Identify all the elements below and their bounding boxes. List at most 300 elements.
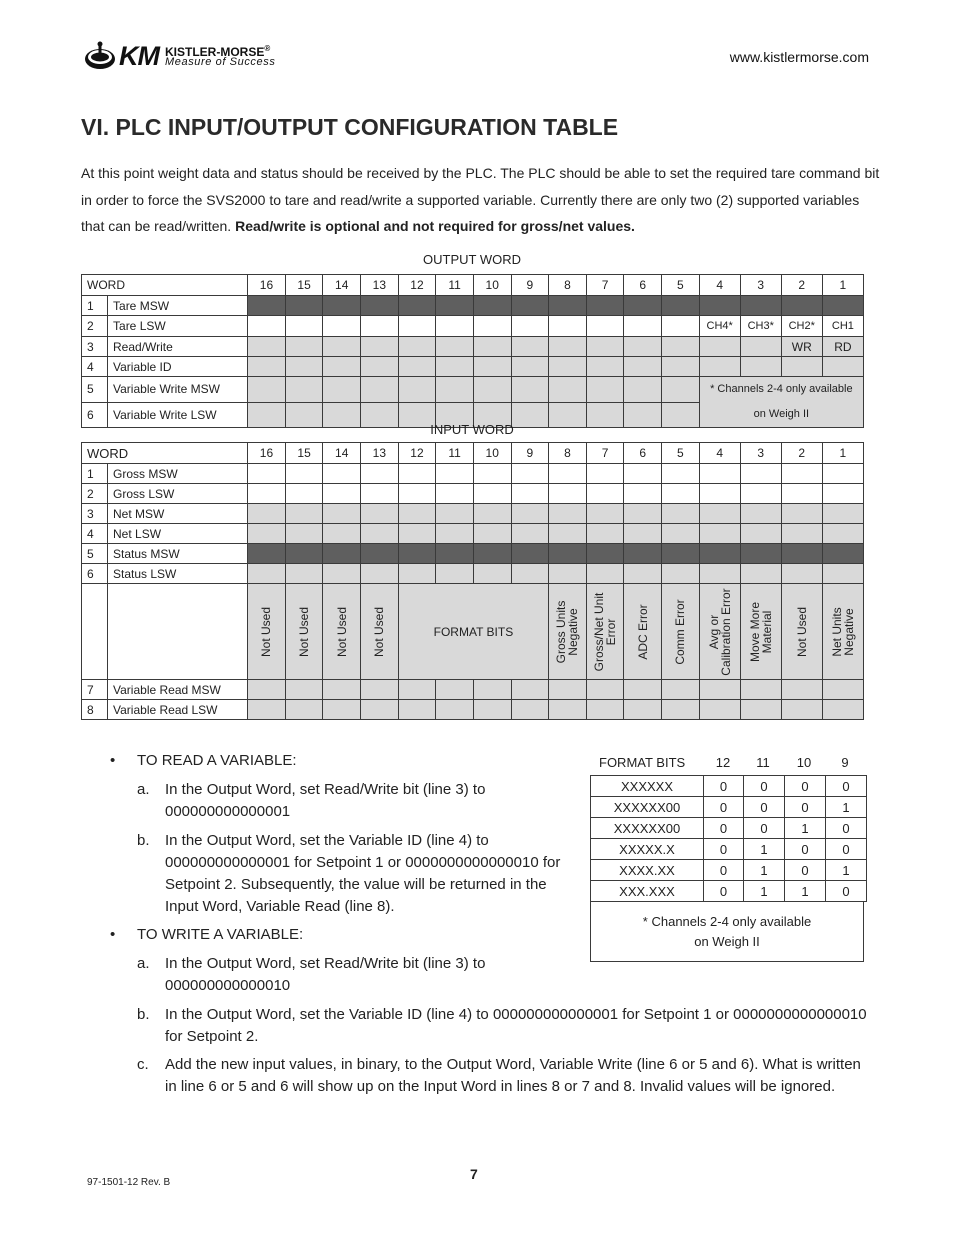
table-row xyxy=(591,839,867,860)
table-cell xyxy=(398,524,436,544)
write-heading: TO WRITE A VARIABLE: xyxy=(137,926,304,943)
table-cell xyxy=(436,464,474,484)
table-cell xyxy=(285,296,323,316)
table-cell xyxy=(699,296,740,316)
table-cell xyxy=(511,357,549,377)
table-cell: 7 xyxy=(82,680,108,700)
table-cell xyxy=(108,584,248,680)
table-cell xyxy=(699,680,740,700)
table-cell xyxy=(398,464,436,484)
table-cell xyxy=(511,544,549,564)
table-cell: Read/Write xyxy=(108,337,248,357)
table-cell: 1 xyxy=(785,818,826,839)
table-cell xyxy=(285,357,323,377)
table-cell xyxy=(822,296,863,316)
table-cell xyxy=(323,544,361,564)
table-cell xyxy=(511,337,549,357)
table-cell xyxy=(781,296,822,316)
table-cell xyxy=(624,564,662,584)
table-cell: XXXXXX xyxy=(591,776,704,797)
table-cell: Comm Error xyxy=(662,584,700,680)
table-cell xyxy=(248,464,286,484)
table-cell: Variable Write LSW xyxy=(108,402,248,428)
table-cell xyxy=(699,544,740,564)
status-bits-row xyxy=(82,584,864,680)
table-cell: 0 xyxy=(704,797,744,818)
table-cell xyxy=(361,680,399,700)
table-cell: 0 xyxy=(826,881,867,902)
table-cell: 4 xyxy=(82,357,108,377)
table-cell xyxy=(662,564,700,584)
table-cell xyxy=(248,357,286,377)
table-cell xyxy=(624,316,662,337)
site-url[interactable]: www.kistlermorse.com xyxy=(729,49,869,65)
table-cell: ADC Error xyxy=(624,584,662,680)
table-cell: 7 xyxy=(586,275,624,296)
table-cell xyxy=(323,524,361,544)
table-cell: 3 xyxy=(740,275,781,296)
table-cell xyxy=(248,316,286,337)
write-c-marker: c. xyxy=(137,1056,149,1073)
table-cell xyxy=(586,564,624,584)
read-step-b: In the Output Word, set the Variable ID (line 4) to 000000000000001 for Setpoint 1 or 0000000000000010 for Setpoint 2. Subsequently, the value will be returned in the Input Word, Variable Read (line 8). xyxy=(165,832,561,915)
table-row xyxy=(82,680,864,700)
table-cell xyxy=(699,524,740,544)
table-cell: Variable Read LSW xyxy=(108,700,248,720)
table-cell xyxy=(549,700,587,720)
table-row xyxy=(82,296,864,316)
format-bits-note: * Channels 2-4 only available on Weigh II xyxy=(590,902,864,962)
format-bits-header: FORMAT BITS xyxy=(599,755,686,770)
table-cell: 15 xyxy=(285,443,323,464)
format-bits-table xyxy=(590,775,867,902)
format-col-header: 11 xyxy=(756,755,770,770)
page-title: VI. PLC INPUT/OUTPUT CONFIGURATION TABLE xyxy=(81,114,619,140)
table-cell: 2 xyxy=(781,275,822,296)
table-row xyxy=(82,524,864,544)
table-cell xyxy=(361,700,399,720)
table-cell xyxy=(740,357,781,377)
table-cell: 0 xyxy=(704,818,744,839)
table-cell xyxy=(624,700,662,720)
table-cell: 12 xyxy=(398,275,436,296)
table-cell: Move More Material xyxy=(740,584,781,680)
table-cell xyxy=(822,504,863,524)
word-label: WORD xyxy=(82,443,248,464)
write-b-marker: b. xyxy=(137,1006,150,1023)
table-cell xyxy=(740,544,781,564)
table-cell: Not Used xyxy=(248,584,286,680)
logo-tagline: Measure of Success xyxy=(165,56,276,68)
format-col-header: 9 xyxy=(841,755,849,770)
table-cell xyxy=(624,484,662,504)
table-row xyxy=(591,860,867,881)
table-cell xyxy=(549,377,587,403)
table-row xyxy=(82,357,864,377)
table-cell: 0 xyxy=(785,776,826,797)
table-cell xyxy=(473,544,511,564)
table-row xyxy=(82,377,864,403)
table-row xyxy=(82,316,864,337)
table-cell: 4 xyxy=(699,443,740,464)
table-cell: Avg or Calibration Error xyxy=(699,584,740,680)
table-cell: 10 xyxy=(473,275,511,296)
table-cell: 4 xyxy=(82,524,108,544)
table-cell: Not Used xyxy=(781,584,822,680)
table-cell xyxy=(285,700,323,720)
table-cell xyxy=(586,464,624,484)
table-cell: 6 xyxy=(82,564,108,584)
table-cell xyxy=(436,504,474,524)
read-step-a: In the Output Word, set Read/Write bit (line 3) to 000000000000001 xyxy=(165,781,486,820)
table-cell xyxy=(586,484,624,504)
table-cell: 1 xyxy=(82,464,108,484)
table-cell xyxy=(822,464,863,484)
table-cell xyxy=(361,296,399,316)
table-cell: 0 xyxy=(704,860,744,881)
table-cell xyxy=(662,504,700,524)
table-cell xyxy=(285,504,323,524)
table-cell: 4 xyxy=(699,275,740,296)
table-cell xyxy=(285,484,323,504)
table-cell: 15 xyxy=(285,275,323,296)
table-cell: Tare LSW xyxy=(108,316,248,337)
table-cell xyxy=(361,316,399,337)
table-cell xyxy=(549,564,587,584)
table-cell xyxy=(586,316,624,337)
table-cell xyxy=(285,524,323,544)
table-cell xyxy=(361,544,399,564)
table-cell xyxy=(361,484,399,504)
table-cell xyxy=(822,357,863,377)
table-cell xyxy=(248,504,286,524)
table-cell xyxy=(436,524,474,544)
table-cell xyxy=(398,544,436,564)
table-cell xyxy=(248,296,286,316)
table-row xyxy=(591,818,867,839)
table-cell: 9 xyxy=(511,275,549,296)
table-cell xyxy=(436,484,474,504)
table-cell: 5 xyxy=(82,377,108,403)
table-cell: XXXXX.X xyxy=(591,839,704,860)
table-cell xyxy=(662,357,700,377)
table-cell: Variable Read MSW xyxy=(108,680,248,700)
page-number: 7 xyxy=(470,1166,478,1182)
table-cell xyxy=(549,296,587,316)
table-cell xyxy=(361,464,399,484)
table-cell xyxy=(323,296,361,316)
table-cell: Gross LSW xyxy=(108,484,248,504)
table-cell xyxy=(549,524,587,544)
table-cell xyxy=(740,680,781,700)
table-cell xyxy=(781,700,822,720)
table-cell: 8 xyxy=(82,700,108,720)
table-cell xyxy=(586,524,624,544)
table-cell xyxy=(473,504,511,524)
table-cell: 5 xyxy=(82,544,108,564)
table-cell xyxy=(285,316,323,337)
table-cell: 14 xyxy=(323,443,361,464)
table-cell: 6 xyxy=(624,443,662,464)
table-cell: 0 xyxy=(785,839,826,860)
table-cell xyxy=(662,544,700,564)
table-cell xyxy=(361,564,399,584)
table-cell xyxy=(549,337,587,357)
table-cell xyxy=(511,484,549,504)
table-cell xyxy=(248,564,286,584)
table-cell: Gross/Net Unit Error xyxy=(586,584,624,680)
table-cell: WR xyxy=(781,337,822,357)
table-cell xyxy=(248,484,286,504)
table-cell: 0 xyxy=(704,776,744,797)
table-cell xyxy=(436,316,474,337)
table-cell xyxy=(740,504,781,524)
table-cell xyxy=(473,316,511,337)
table-cell xyxy=(473,357,511,377)
table-cell xyxy=(822,564,863,584)
table-cell: 6 xyxy=(624,275,662,296)
table-cell xyxy=(511,464,549,484)
write-a-marker: a. xyxy=(137,955,150,972)
table-cell: 5 xyxy=(662,443,700,464)
table-row xyxy=(591,797,867,818)
table-cell xyxy=(740,337,781,357)
read-b-marker: b. xyxy=(137,832,150,849)
input-header-row xyxy=(82,443,864,464)
table-cell: Tare MSW xyxy=(108,296,248,316)
table-cell xyxy=(285,464,323,484)
format-col-header: 10 xyxy=(796,755,812,770)
table-cell xyxy=(473,464,511,484)
table-cell xyxy=(699,337,740,357)
table-cell: 0 xyxy=(826,776,867,797)
read-a-marker: a. xyxy=(137,781,150,798)
table-row xyxy=(82,504,864,524)
table-cell: 14 xyxy=(323,275,361,296)
table-cell: CH3* xyxy=(740,316,781,337)
table-cell xyxy=(511,680,549,700)
table-cell xyxy=(398,700,436,720)
table-cell xyxy=(323,337,361,357)
table-cell: Gross Units Negative xyxy=(549,584,587,680)
table-cell xyxy=(781,544,822,564)
table-cell xyxy=(511,316,549,337)
table-cell: 13 xyxy=(361,443,399,464)
table-cell xyxy=(473,524,511,544)
table-cell: 6 xyxy=(82,402,108,428)
table-cell xyxy=(586,337,624,357)
table-cell xyxy=(549,680,587,700)
table-cell: 2 xyxy=(82,484,108,504)
write-step-a: In the Output Word, set Read/Write bit (line 3) to 000000000000010 xyxy=(165,955,486,994)
output-word-table xyxy=(81,274,864,428)
table-cell xyxy=(586,357,624,377)
table-cell xyxy=(662,484,700,504)
output-word-caption: OUTPUT WORD xyxy=(423,252,521,267)
output-header-row xyxy=(82,275,864,296)
table-cell xyxy=(586,680,624,700)
table-cell xyxy=(740,564,781,584)
table-cell xyxy=(436,680,474,700)
table-cell xyxy=(781,680,822,700)
table-row xyxy=(82,484,864,504)
table-cell: Variable Write MSW xyxy=(108,377,248,403)
intro-paragraph: At this point weight data and status should be received by the PLC. The PLC should be able to set the required tare command bit in order to force the SVS2000 to tare and read/write a supported variable. Currently there are only two (2) supported variables that can be read/written. Read/write is optional and not required for gross/net values. xyxy=(81,165,880,234)
table-cell: 0 xyxy=(826,839,867,860)
table-cell xyxy=(248,377,286,403)
table-cell xyxy=(699,700,740,720)
table-cell xyxy=(549,544,587,564)
table-cell: 9 xyxy=(511,443,549,464)
table-row xyxy=(82,337,864,357)
table-cell xyxy=(323,700,361,720)
table-cell xyxy=(781,357,822,377)
logo-icon xyxy=(84,40,116,72)
table-cell xyxy=(82,584,108,680)
word-label: WORD xyxy=(82,275,248,296)
table-cell xyxy=(511,524,549,544)
table-cell xyxy=(781,524,822,544)
table-cell xyxy=(473,296,511,316)
table-cell: 1 xyxy=(826,860,867,881)
table-cell: 1 xyxy=(822,275,863,296)
table-cell xyxy=(699,357,740,377)
table-cell: 0 xyxy=(744,776,785,797)
table-cell xyxy=(361,504,399,524)
table-cell xyxy=(549,316,587,337)
table-cell: 0 xyxy=(744,797,785,818)
table-cell: 0 xyxy=(744,818,785,839)
table-cell xyxy=(624,357,662,377)
table-cell: 16 xyxy=(248,275,286,296)
table-cell: Status MSW xyxy=(108,544,248,564)
table-cell: 13 xyxy=(361,275,399,296)
table-cell xyxy=(361,524,399,544)
table-cell xyxy=(822,524,863,544)
table-cell xyxy=(586,504,624,524)
table-cell: Gross MSW xyxy=(108,464,248,484)
table-cell xyxy=(624,524,662,544)
table-cell xyxy=(323,357,361,377)
table-cell xyxy=(511,377,549,403)
table-cell xyxy=(398,296,436,316)
table-cell xyxy=(473,700,511,720)
table-cell: 0 xyxy=(826,818,867,839)
table-cell xyxy=(781,484,822,504)
table-cell: CH4* xyxy=(699,316,740,337)
table-cell xyxy=(436,377,474,403)
table-cell xyxy=(285,680,323,700)
table-cell xyxy=(740,296,781,316)
input-word-caption: INPUT WORD xyxy=(430,422,514,437)
table-cell: 3 xyxy=(82,504,108,524)
table-cell xyxy=(248,544,286,564)
table-cell xyxy=(473,377,511,403)
table-cell: Status LSW xyxy=(108,564,248,584)
table-cell xyxy=(473,337,511,357)
table-cell: 1 xyxy=(744,860,785,881)
table-cell xyxy=(699,504,740,524)
table-row xyxy=(82,564,864,584)
table-cell xyxy=(248,524,286,544)
table-cell: 1 xyxy=(82,296,108,316)
table-cell xyxy=(285,377,323,403)
table-cell: 2 xyxy=(82,316,108,337)
table-cell xyxy=(822,680,863,700)
table-cell xyxy=(624,337,662,357)
table-cell xyxy=(398,484,436,504)
table-cell xyxy=(662,337,700,357)
table-cell xyxy=(248,700,286,720)
table-cell: 12 xyxy=(398,443,436,464)
format-col-header: 12 xyxy=(715,755,731,770)
write-step-b: In the Output Word, set the Variable ID (line 4) to 000000000000001 for Setpoint 1 or 0000000000000010 for Setpoint 2. xyxy=(165,1006,867,1045)
table-cell: 16 xyxy=(248,443,286,464)
table-cell xyxy=(248,680,286,700)
table-cell: 11 xyxy=(436,275,474,296)
table-cell xyxy=(323,484,361,504)
table-cell xyxy=(549,484,587,504)
table-cell: 8 xyxy=(549,275,587,296)
table-cell xyxy=(511,564,549,584)
table-cell: Net MSW xyxy=(108,504,248,524)
table-cell: 3 xyxy=(82,337,108,357)
table-cell xyxy=(586,700,624,720)
table-cell xyxy=(549,464,587,484)
table-cell xyxy=(662,700,700,720)
table-cell: Net LSW xyxy=(108,524,248,544)
table-cell: Net Units Negative xyxy=(822,584,863,680)
table-cell: XXXX.XX xyxy=(591,860,704,881)
table-cell: 3 xyxy=(740,443,781,464)
table-cell xyxy=(398,680,436,700)
table-cell xyxy=(323,402,361,428)
table-cell xyxy=(398,564,436,584)
table-cell xyxy=(662,377,700,403)
table-cell xyxy=(323,316,361,337)
table-cell xyxy=(436,337,474,357)
table-cell xyxy=(248,402,286,428)
table-cell xyxy=(549,504,587,524)
table-cell: XXX.XXX xyxy=(591,881,704,902)
table-cell: 0 xyxy=(704,839,744,860)
table-cell xyxy=(436,296,474,316)
table-cell xyxy=(699,564,740,584)
logo-name: KISTLER-MORSE® xyxy=(165,44,271,59)
table-cell xyxy=(740,464,781,484)
table-cell: Variable ID xyxy=(108,357,248,377)
table-cell xyxy=(662,680,700,700)
table-cell: Not Used xyxy=(323,584,361,680)
bullet-read: • xyxy=(110,752,116,769)
table-cell: 8 xyxy=(549,443,587,464)
table-cell xyxy=(662,316,700,337)
table-cell xyxy=(781,564,822,584)
table-cell xyxy=(624,464,662,484)
intro-bold-note: Read/write is optional and not required for gross/net values. xyxy=(235,218,635,234)
table-cell: 7 xyxy=(586,443,624,464)
table-cell xyxy=(361,357,399,377)
table-cell xyxy=(436,700,474,720)
table-cell xyxy=(285,337,323,357)
table-cell xyxy=(699,464,740,484)
table-cell: 0 xyxy=(785,797,826,818)
table-cell xyxy=(398,357,436,377)
table-cell: XXXXXX00 xyxy=(591,818,704,839)
logo-letters: KM xyxy=(119,41,159,71)
table-cell xyxy=(822,700,863,720)
table-cell: 0 xyxy=(785,860,826,881)
